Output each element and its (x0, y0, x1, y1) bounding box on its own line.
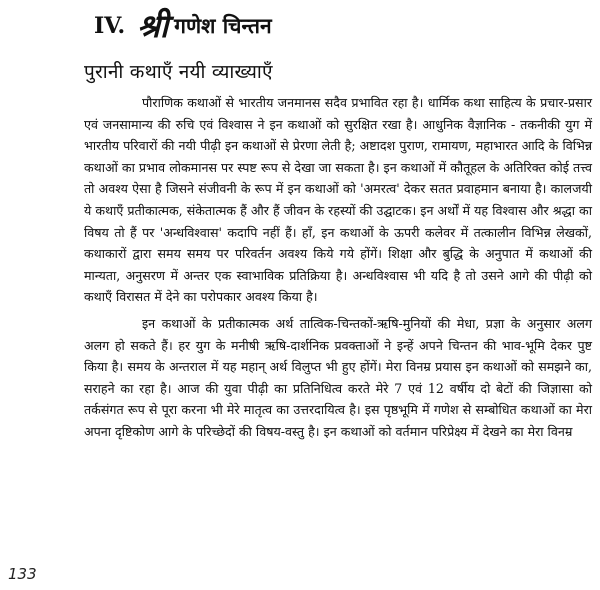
chapter-number: IV. (94, 13, 126, 39)
chapter-heading (94, 6, 272, 46)
paragraph-2: इन कथाओं के प्रतीकात्मक अर्थ तात्विक-चिन्तकों-ऋषि-मुनियों की मेधा, प्रज्ञा के अनुसार अलग अलग हो सकते हैं। हर युग के मनीषी ऋषि-दार्शनिक प्रवक्ताओं ने इन्हें अपने चिन्तन की भाव-भूमि देकर पुष्ट किया है। समय के अन्तराल में यह महान् अर्थ विलुप्त भी हुए होंगें। मेरा विनम्र प्रयास इन कथाओं को समझने का, सराहने का रहा है। आज की युवा पीढ़ी का प्रतिनिधित्व करते मेरे 7 एवं 12 वर्षीय दो बेटों की जिज्ञासा को तर्कसंगत रूप से पूरा करना भी मेरे मातृत्व का उत्तरदायित्व है। इस पृष्ठभूमि में गणेश से सम्बोधित कथाओं का मेरा अपना दृष्टिकोण आगे के परिच्छेदों की विषय-वस्तु है। इन कथाओं को वर्तमान परिप्रेक्ष्य में देखने का मेरा विनम्र (84, 315, 592, 439)
paragraph-1: पौराणिक कथाओं से भारतीय जनमानस सदैव प्रभावित रहा है। धार्मिक कथा साहित्य के प्रचार-प्रसार एवं जनसामान्य की रुचि एवं विश्वास ने इन कथाओं को सुरक्षित रखा है। आधुनिक वैज्ञानिक - तकनीकी युग में भारतीय परिवारों की नयी पीढ़ी इन कथाओं से प्रेरणा लेती है; अष्टादश पुराण, रामायण, महाभारत आदि के विभिन्न कथाओं का प्रभाव लोकमानस पर स्पष्ट रूप से देखा जा सकता है। इन कथाओं में कौतूहल के अतिरिक्त कोई तत्त्व तो अवश्य ऐसा है जिसने संजीवनी के रूप में इन कथाओं को 'अमरत्व' देकर सतत प्रवाहमान बनाया है। कालजयी ये कथाएँ प्रतीकात्मक, संकेतात्मक हैं और हैं जीवन के रहस्यों की उद्घाटक। इन अर्थों में यह विश्वास और श्रद्धा का विषय तो हैं पर 'अन्धविश्वास' कदापि नहीं हैं। हाँ, इन कथाओं के ऊपरी कलेवर में तत्कालीन विभिन्न लेखकों, कथाकारों द्वारा समय समय पर परिवर्तन अवश्य किये गये होंगें। शिक्षा और बुद्धि के अनुपात में कथाओं की मान्यता, अनुसरण में अन्तर एक स्वाभाविक प्रतिक्रिया है। अन्धविश्वास भी यदि है तो उसने आगे की पीढ़ी को कथाएँ विरासत में देने का परोपकार अवश्य किया है। (84, 95, 592, 305)
page-number: 133 (8, 565, 37, 583)
chapter-title: गणेश चिन्तन (174, 14, 272, 38)
shri-calligraphy-logo: श्री (137, 7, 169, 45)
section-subtitle: पुरानी कथाएँ नयी व्याख्याएँ (84, 61, 273, 83)
body-text (84, 92, 592, 448)
